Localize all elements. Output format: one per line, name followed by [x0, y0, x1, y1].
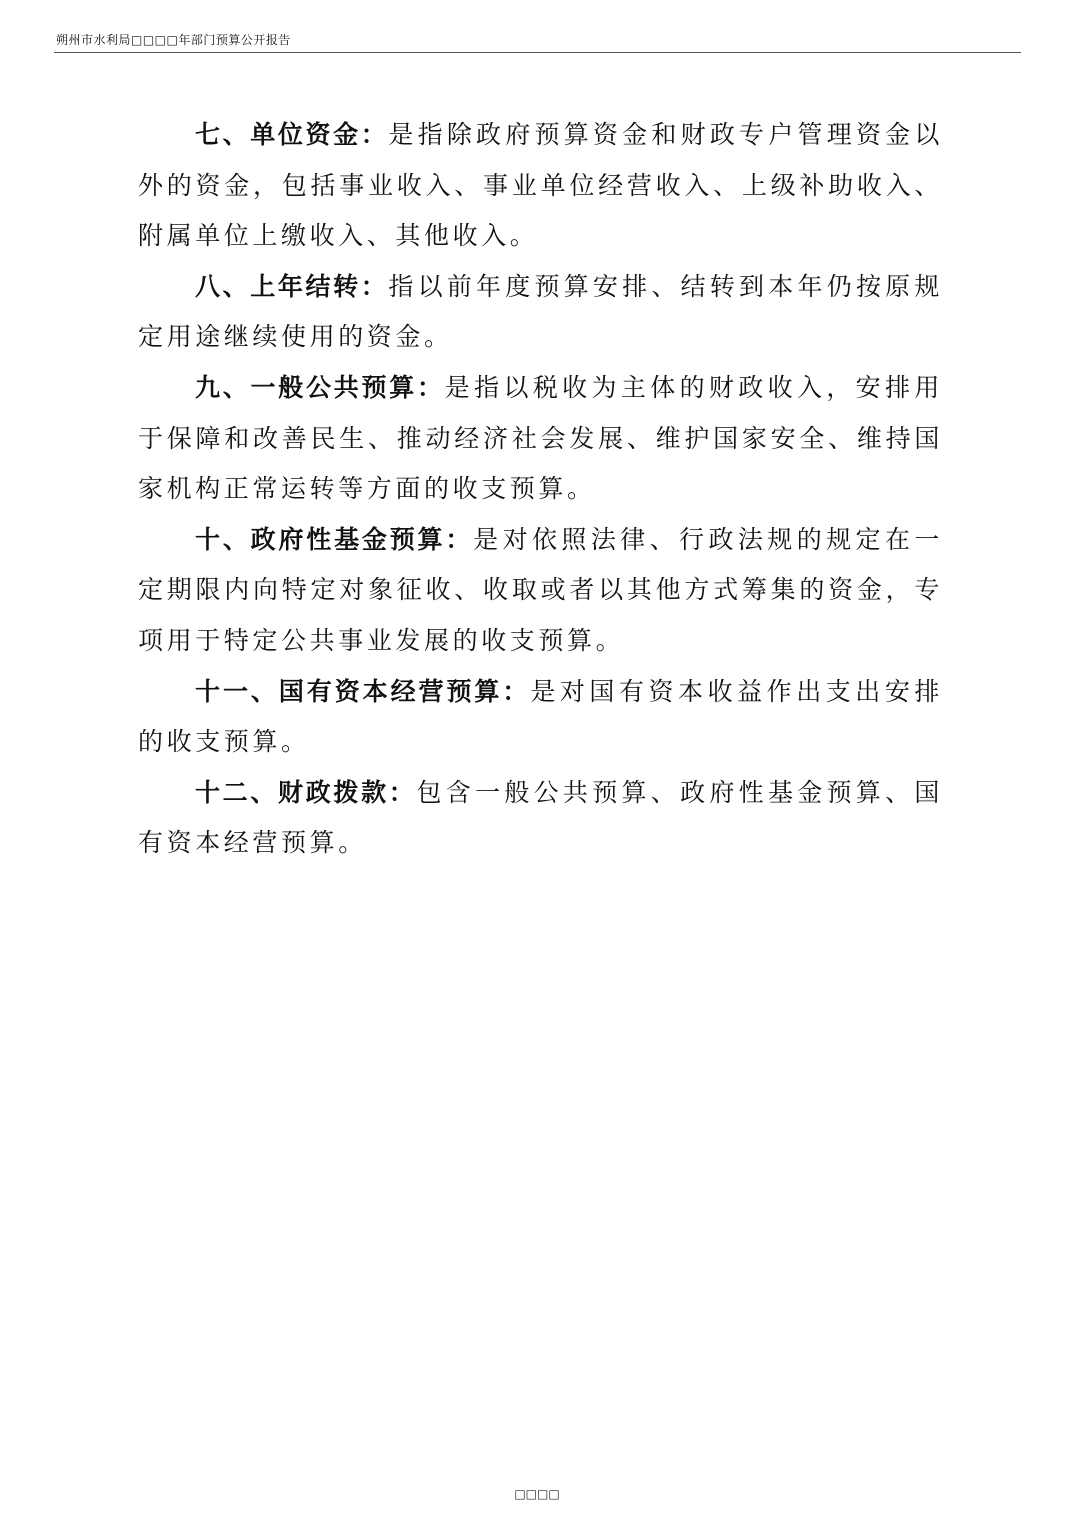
definition-term: 十二、财政拨款： [195, 777, 417, 807]
definition-term: 八、上年结转： [195, 271, 389, 301]
page-header-title: 朔州市水利局□□□□年部门预算公开报告 [56, 33, 291, 47]
definition-term: 九、一般公共预算： [195, 372, 445, 402]
definition-term: 十、政府性基金预算： [195, 524, 474, 554]
definition-paragraph-prior-year-carryover [138, 262, 943, 363]
definition-text: 是对依照法律、行政法规的规定在一定期限内向特定对象征收、收取或者以其他方式筹集的资金，专项用于特定公共事业发展的收支预算。 [138, 524, 943, 655]
header-divider [54, 52, 1021, 53]
definition-text: 包含一般公共预算、政府性基金预算、国有资本经营预算。 [138, 777, 943, 858]
definition-paragraph-unit-funds [138, 110, 943, 262]
definition-term: 十一、国有资本经营预算： [195, 676, 531, 706]
definition-paragraph-government-fund-budget [138, 515, 943, 667]
document-body [138, 110, 943, 869]
page-number: □□□□ [514, 1487, 560, 1501]
definition-paragraph-general-public-budget [138, 363, 943, 515]
definition-term: 七、单位资金： [195, 120, 389, 149]
definition-text: 是指以税收为主体的财政收入，安排用于保障和改善民生、推动经济社会发展、维护国家安全、维持国家机构正常运转等方面的收支预算。 [138, 372, 943, 504]
definition-paragraph-state-capital-budget [138, 667, 943, 768]
definition-text: 是对国有资本收益作出支出安排的收支预算。 [138, 676, 943, 757]
definition-text: 是指除政府预算资金和财政专户管理资金以外的资金，包括事业收入、事业单位经营收入、上级补助收入、附属单位上缴收入、其他收入。 [138, 120, 943, 251]
definition-paragraph-fiscal-appropriation [138, 768, 943, 869]
definition-text: 指以前年度预算安排、结转到本年仍按原规定用途继续使用的资金。 [138, 271, 943, 352]
